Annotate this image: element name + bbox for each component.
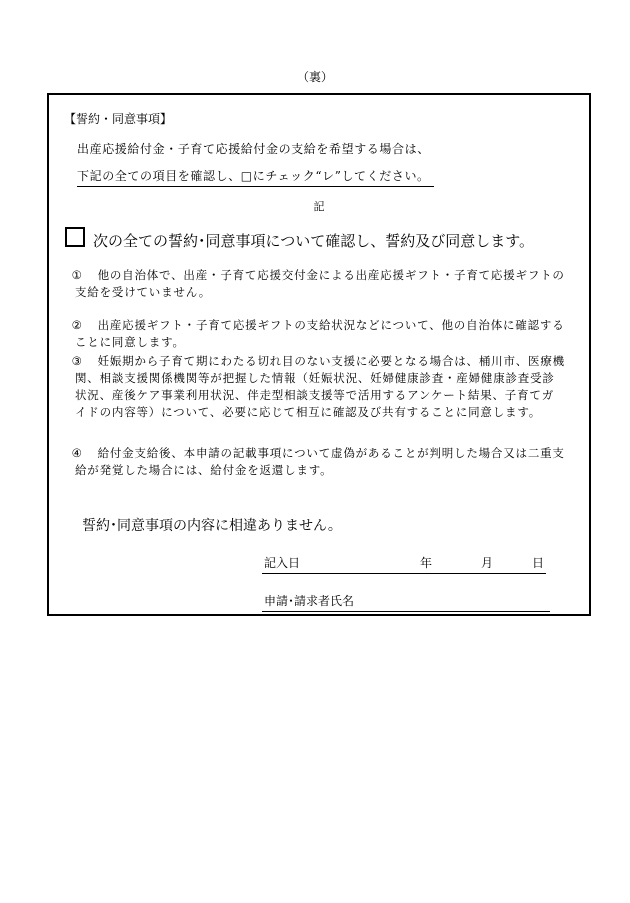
item-number: ② <box>71 318 83 332</box>
day-label: 日 <box>532 556 545 570</box>
consent-item-4 <box>71 445 565 479</box>
month-label: 月 <box>481 556 494 570</box>
section-title: 【誓約・同意事項】 <box>64 112 173 126</box>
page-side-label: （裏） <box>296 70 333 84</box>
applicant-name-label: 申請･請求者氏名 <box>264 594 355 608</box>
instruction-line: 下記の全ての項目を確認し、□にチェック“レ”してください。 <box>77 167 434 187</box>
consent-item-2 <box>71 317 565 351</box>
ki-label: 記 <box>313 200 325 213</box>
entry-date-label: 記入日 <box>264 556 301 570</box>
item-number: ③ <box>71 354 83 368</box>
consent-item-3 <box>71 353 565 421</box>
entry-date-field[interactable] <box>262 555 546 574</box>
item-number: ④ <box>71 446 83 460</box>
consent-heading: 次の全ての誓約･同意事項について確認し、誓約及び同意します。 <box>93 232 535 250</box>
item-text: 出産応援ギフト・子育て応援ギフトの支給状況などについて、他の自治体に確認することに同意します。 <box>75 318 565 349</box>
item-text: 他の自治体で、出産・子育て応援交付金による出産応援ギフト・子育て応援ギフトの支給を受けていません。 <box>75 268 565 299</box>
consent-form-box <box>47 93 591 616</box>
consent-item-1 <box>71 267 565 301</box>
confirmation-statement: 誓約･同意事項の内容に相違ありません。 <box>82 518 342 534</box>
applicant-name-field[interactable] <box>262 593 550 612</box>
item-number: ① <box>71 268 83 282</box>
item-text: 給付金支給後、本申請の記載事項について虚偽があることが判明した場合又は二重支給が発覚した場合には、給付金を返還します。 <box>75 446 565 477</box>
item-text: 妊娠期から子育て期にわたる切れ目のない支援に必要となる場合は、桶川市、医療機関、相談支援関係機関等が把握した情報（妊娠状況、妊婦健康診査・産婦健康診査受診状況、産後ケア事業利用状況、伴走型相談支援等で活用するアンケート結果、子育てガイドの内容等）について、必要に応じて相互に確認及び共有することに同意します。 <box>75 354 565 419</box>
year-label: 年 <box>420 556 433 570</box>
consent-checkbox[interactable] <box>65 227 85 247</box>
intro-line: 出産応援給付金・子育て応援給付金の支給を希望する場合は、 <box>77 142 430 156</box>
